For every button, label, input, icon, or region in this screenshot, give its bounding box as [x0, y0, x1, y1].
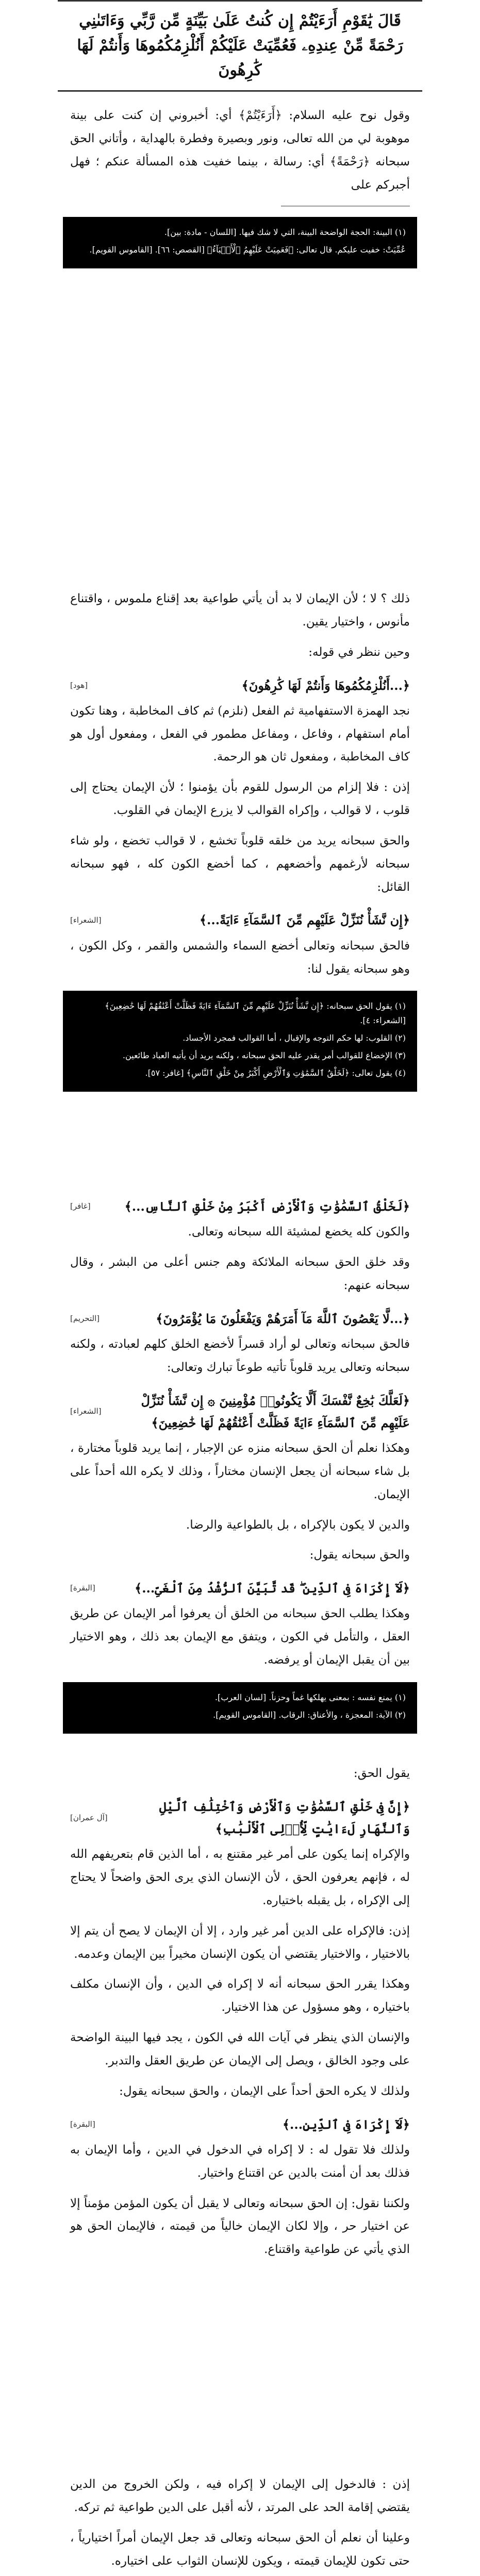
paragraph: والدين لا يكون بالإكراه ، بل بالطواعية والرضا.	[186, 1518, 410, 1532]
paragraph: والإكراه إنما يكون على أمر غير مقتنع به ، أما الذين قام بتعريفهم الله له ، فإنهم يعرفون الحق ، لأن الإنسان الذي يرى الحق واضحاً لا يحتاج إلى الإكراه ، بل يقبله باختياره.	[70, 1848, 410, 1907]
body-text	[53, 1602, 427, 1672]
quran-quote	[53, 906, 427, 934]
page-2	[53, 572, 427, 1180]
page-1	[53, 0, 427, 567]
paragraph: ولذلك فلا تقول له : لا إكراه في الدخول في الدين ، وأما الإيمان به فذلك بعد أن أمنت بالدين عن اقتناع واختيار.	[70, 2143, 410, 2180]
quran-text: ﴿لَخَلْقُ ٱلسَّمَٰوَٰتِ وَٱلْأَرْضِ أَكْبَرُ مِنْ خَلْقِ ٱلنَّاسِ...﴾	[124, 1199, 410, 1214]
paragraph: وقد خلق الحق سبحانه الملائكة وهم جنس أعلى من البشر ، وقال سبحانه عنهم:	[70, 1256, 410, 1292]
paragraph: والحق سبحانه يريد من خلقه قلوباً تخشع ، لا قوالب تخضع ، ولو شاء سبحانه لأرغمهم وأخضعهم ، كما أخضع الكون كله ، فهو سبحانه القائل:	[70, 834, 410, 894]
paragraph: نجد الهمزة الاستفهامية ثم الفعل (نلزم) ثم كاف المخاطبة ، وهنا تكون أمام استفهام ، وفاعل ، ومفاعل مطمور في الفعل ، ومفعول أول هو كاف المخاطبة ، ومفعول ثان هو الرحمة.	[70, 704, 410, 764]
body-text	[53, 2458, 427, 2576]
page-4	[53, 1747, 427, 2458]
footnote: (٣) الإخضاع للقوالب أمر يقدر عليه الحق سبحانه ، ولكنه يريد أن يأتيه العباد طائعين.	[122, 1050, 406, 1061]
body-text	[53, 1221, 427, 1297]
body-text	[53, 700, 427, 899]
quran-quote	[53, 1574, 427, 1602]
body-text	[53, 1747, 427, 1785]
body-text	[53, 572, 427, 664]
body-text	[53, 1843, 427, 2103]
quran-quote	[53, 1180, 427, 1221]
footnote: (٤) يقول تعالى: ﴿لَخَلْقُ ٱلسَّمَٰوَٰتِ وَٱلْأَرْضِ أَكْبَرُ مِنْ خَلْقِ ٱلنَّاسِ﴾ [غافر: ٥٧].	[145, 1068, 406, 1078]
paragraph: إذن : فلا إلزام من الرسول للقوم بأن يؤمنوا ؛ لأن الإيمان يحتاج إلى قلوب ، لا قوالب ، وإكراه القوالب لا يزرع الإيمان في القلوب.	[70, 781, 410, 818]
paragraph: وعلينا أن نعلم أن الحق سبحانه وتعالى قد جعل الإيمان أمراً اختيارياً ، حتى تكون للإيمان قيمته ، ويكون للإنسان الثواب على اختياره.	[70, 2531, 410, 2568]
surah-ref: [غافر]	[70, 1201, 91, 1211]
body-text	[53, 2139, 427, 2261]
paragraph: فالحق سبحانه وتعالى لو أراد قسراً لأخضع الخلق كلهم لعبادته ، ولكنه سبحانه وتعالى يريد قلوباً تأتيه طوعاً تبارك وتعالى:	[70, 1337, 410, 1374]
paragraph: وهكذا يقرر الحق سبحانه أنه لا إكراه في الدين ، وأن الإنسان مكلف باختياره ، وهو مسؤول عن هذا الاختيار.	[70, 1977, 410, 2014]
paragraph: وقول نوح عليه السلام: ﴿أَرَءَيْتُمْ﴾ أي: أخبروني إن كنت على بينة موهوبة لي من الله تعالى، ونور وبصيرة وفطرة بالهداية ، وأتاني الحق سبحانه ﴿رَحْمَةً﴾ أي: رسالة ، بينما خفيت هذه المسألة عنكم ؛ فهل أجبركم على	[70, 109, 410, 192]
surah-ref: [البقرة]	[70, 1583, 95, 1593]
paragraph: ذلك ؟ لا ؛ لأن الإيمان لا بد أن يأتي طواعية بعد إقناع ملموس ، واقتناع مأنوس ، واختيار يقين.	[70, 592, 410, 629]
paragraph: ولذلك لا يكره الحق أحداً على الإيمان ، والحق سبحانه يقول:	[119, 2084, 410, 2098]
body-text	[53, 935, 427, 981]
footnote: (٢) الآية: المعجزة ، والأعناق: الرقاب. [القاموس القويم].	[213, 1709, 406, 1720]
verse-banner: قَالَ يَٰقَوْمِ أَرَءَيْتُمْ إِن كُنتُ عَلَىٰ بَيِّنَةٍ مِّن رَّبِّي وَءَاتَىٰنِي رَحْمَةً مِّنْ عِندِهِۦ فَعُمِّيَتْ عَلَيْكُمْ أَنُلْزِمُكُمُوهَا وَأَنتُمْ لَهَا كَٰرِهُونَ	[58, 0, 422, 92]
footnote: (١) البينة: الحجة الواضحة البينة، التي لا شك فيها. [اللسان - مادة: بين].	[164, 227, 406, 238]
paragraph: والإنسان الذي ينظر في آيات الله في الكون ، يجد فيها البينة الواضحة على وجود الخالق ، ويصل إلى الإيمان عن طريق العقل والتدبر.	[70, 2031, 410, 2067]
quran-quote	[53, 1386, 427, 1437]
quran-quote	[53, 2110, 427, 2139]
footnote-rule	[281, 206, 410, 207]
footnote: (١) يمنع نفسه : بمعنى يهلكها غماً وحزناً. [لسان العرب].	[214, 1692, 406, 1702]
quran-text: ﴿...لَّا يَعْصُونَ ٱللَّهَ مَآ أَمَرَهُمْ وَيَفْعَلُونَ مَا يُؤْمَرُونَ﴾	[156, 1311, 410, 1326]
paragraph: وحين ننظر في قوله:	[308, 645, 410, 659]
paragraph: إذن : فالدخول إلى الإيمان لا إكراه فيه ، ولكن الخروج من الدين يقتضي إقامة الحد على المرتد ، لأنه أقبل على الدين طواعية ثم تركه.	[70, 2478, 410, 2514]
quran-text: ﴿لَآ إِكْرَاهَ فِى ٱلدِّينِ...﴾	[282, 2116, 410, 2132]
page-5	[53, 2458, 427, 2576]
surah-ref: [التحريم]	[70, 1313, 100, 1323]
footnote: (٢) القلوب: لها حكم التوجه والإقبال ، أما القوالب فمجرد الأجساد.	[183, 1033, 406, 1043]
surah-ref: [البقرة]	[70, 2119, 95, 2129]
quran-text: ﴿لَآ إِكْرَاهَ فِى ٱلدِّينِ ۖ قَد تَّبَيَّنَ ٱلرُّشْدُ مِنَ ٱلْغَىِّ...﴾	[135, 1581, 410, 1596]
paragraph: وهكذا نعلم أن الحق سبحانه منزه عن الإجبار ، إنما يريد قلوباً مختارة ، بل شاء سبحانه أن يجعل الإنسان مختاراً ، وذلك لا يكره الله أحداً على الإيمان.	[70, 1441, 410, 1501]
quran-text: ﴿إِن نَّشَأْ نُنَزِّلْ عَلَيْهِم مِّنَ ٱلسَّمَآءِ ءَايَةً...﴾	[199, 912, 410, 928]
quran-text: ﴿...أَنُلْزِمُكُمُوهَا وَأَنتُمْ لَهَا كَٰرِهُونَ﴾	[241, 677, 410, 693]
footnotes	[63, 1682, 417, 1734]
paragraph: ولكننا نقول: إن الحق سبحانه وتعالى لا يقبل أن يكون المؤمن مؤمناً إلا عن اختيار حر ، وإلا لكان الإيمان خالياً من قيمته ، فالإيمان الحق هو الذي يأتي عن طواعية واقتناع.	[70, 2196, 410, 2257]
footnote: عُمِّيَتْ: خفيت عليكم. قال تعالى: ﴿فَعَمِيَتْ عَلَيْهِمُ ٱلْأَنۢبَآءُ﴾ [القصص: ٦٦]. [القاموس القويم].	[89, 245, 406, 255]
body-text	[53, 1333, 427, 1379]
paragraph: والكون كله يخضع لمشيئة الله سبحانه وتعالى.	[188, 1225, 410, 1239]
footnotes	[63, 991, 417, 1092]
quran-text: ﴿لَعَلَّكَ بَٰخِعٌ نَّفْسَكَ أَلَّا يَكُونُوا۟ مُؤْمِنِينَ ۞ إِن نَّشَأْ نُنَزِّلْ عَلَيْهِم مِّنَ ٱلسَّمَآءِ ءَايَةً فَظَلَّتْ أَعْنَٰقُهُمْ لَهَا خَٰضِعِينَ﴾	[141, 1393, 410, 1430]
paragraph: وهكذا يطلب الحق سبحانه من الخلق أن يعرفوا أمر الإيمان عن طريق العقل ، والتأمل في الكون ، ويتفق مع الإيمان بعد ذلك ، وهو الاختيار بين أن يقبل الإيمان أو يرفضه.	[70, 1607, 410, 1667]
page-3	[53, 1180, 427, 1747]
paragraph: إذن: فالإكراه على الدين أمر غير وارد ، إلا أن الإيمان لا يصح أن يتم إلا بالاختيار ، والاختيار يقتضي أن يكون الإنسان مخيراً بين الإيمان وعدمه.	[70, 1924, 410, 1961]
body-text	[53, 104, 427, 196]
quran-quote	[53, 671, 427, 700]
quran-quote	[53, 1304, 427, 1333]
footnote: (١) يقول الحق سبحانه: ﴿إِن نَّشَأْ نُنَزِّلْ عَلَيْهِم مِّنَ ٱلسَّمَآءِ ءَايَةً فَظَلَّتْ أَعْنَٰقُهُمْ لَهَا خَٰضِعِينَ﴾ [الشعراء: ٤].	[105, 1001, 406, 1026]
surah-ref: [آل عمران]	[70, 1812, 108, 1822]
paragraph: فالحق سبحانه وتعالى أخضع السماء والشمس والقمر ، وكل الكون ، وهو سبحانه يقول لنا:	[70, 939, 410, 976]
quran-text: ﴿إِنَّ فِى خَلْقِ ٱلسَّمَٰوَٰتِ وَٱلْأَرْضِ وَٱخْتِلَٰفِ ٱلَّيْلِ وَٱلنَّهَارِ لَءَايَٰتٍ لِّأُو۟لِى ٱلْأَلْبَٰبِ﴾	[159, 1799, 410, 1837]
quran-quote	[53, 1792, 427, 1843]
surah-ref: [الشعراء]	[70, 915, 102, 925]
footnotes	[63, 217, 417, 268]
surah-ref: [هود]	[70, 680, 88, 690]
paragraph: يقول الحق:	[353, 1767, 410, 1780]
paragraph: والحق سبحانه يقول:	[309, 1548, 410, 1562]
body-text	[53, 1437, 427, 1567]
surah-ref: [الشعراء]	[70, 1406, 102, 1416]
